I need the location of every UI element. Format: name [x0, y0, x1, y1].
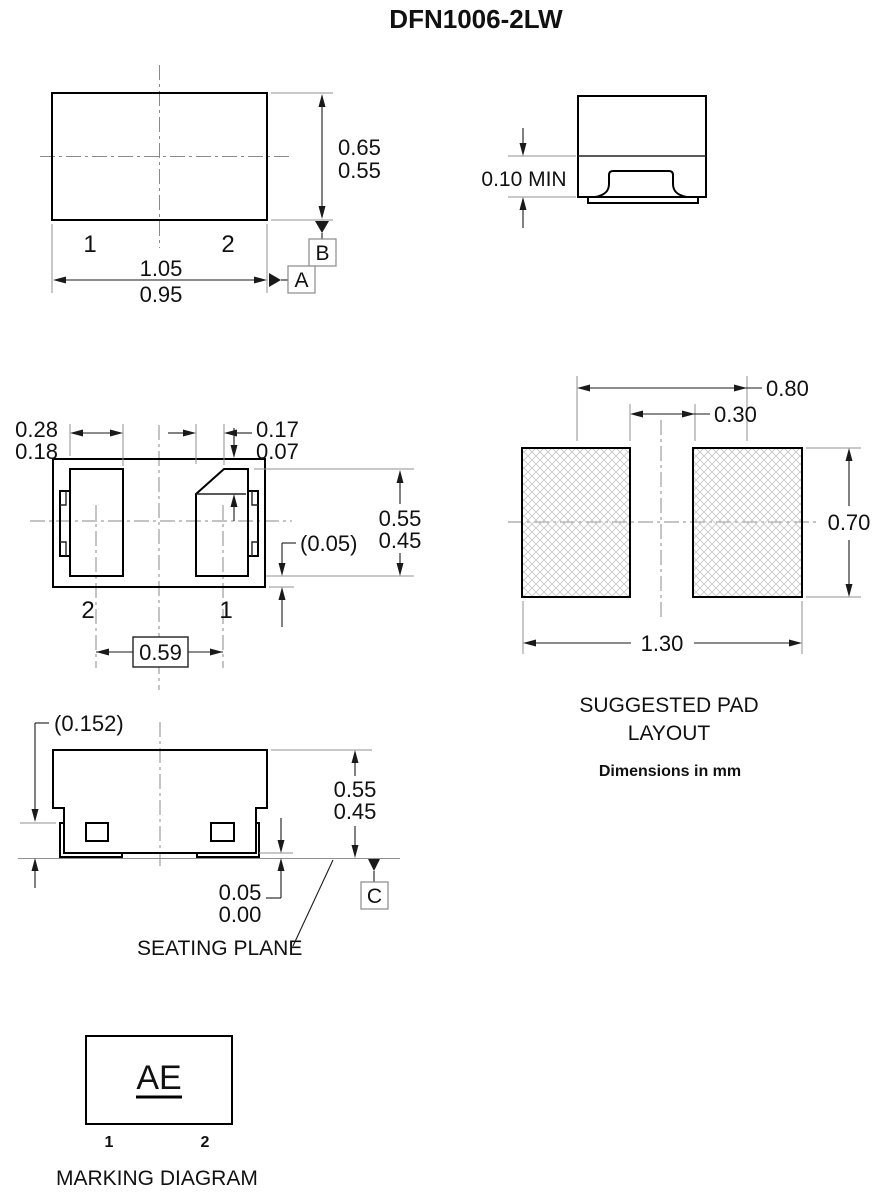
dim-chamfer-max: 0.17	[256, 417, 299, 442]
lead-right-notch	[211, 823, 234, 841]
pad-layout-title-line1: SUGGESTED PAD	[579, 694, 759, 717]
terminal-foot	[588, 197, 698, 203]
dim-pad-pitch: 0.80	[766, 376, 809, 401]
arrowhead-up	[846, 448, 853, 461]
arrowhead-right	[254, 277, 267, 284]
arrowhead-down	[397, 563, 404, 576]
datum-b-letter: B	[315, 242, 330, 265]
arrowhead-up	[397, 470, 404, 483]
pin-2-label: 2	[81, 597, 95, 624]
pin-1-label: 1	[219, 597, 233, 624]
arrowhead-up	[520, 197, 527, 210]
arrowhead-left	[630, 411, 643, 418]
arrowhead-down	[32, 809, 39, 822]
terminal-pad-2	[60, 469, 123, 576]
arrowhead-up	[352, 750, 359, 763]
datum-b-flag	[309, 221, 336, 266]
arrowhead-right	[183, 430, 196, 437]
pad-layout-title-line2: LAYOUT	[627, 722, 711, 745]
datum-triangle	[269, 273, 281, 287]
lead-left-notch	[86, 823, 108, 841]
arrowhead-up	[32, 858, 39, 871]
arrowhead-left	[523, 640, 536, 647]
terminal-profile	[595, 171, 687, 197]
arrowhead-up	[231, 494, 238, 507]
arrowhead-left	[53, 277, 66, 284]
arrowhead-left	[224, 430, 237, 437]
arrowhead-down	[231, 445, 238, 458]
datum-triangle	[368, 859, 380, 871]
dim-total-width: 1.30	[640, 631, 684, 656]
pin-1-label: 1	[83, 231, 97, 258]
arrowhead-down	[279, 563, 286, 576]
arrowhead-down	[319, 206, 326, 219]
solder-pad-right	[693, 448, 802, 597]
datum-c-letter: C	[366, 885, 383, 908]
dim-flank-ref: (0.152)	[54, 711, 124, 736]
dim-pad-length-min: 0.45	[378, 528, 422, 553]
arrowhead-left	[577, 385, 590, 392]
arrowhead-left	[70, 430, 83, 437]
leader-line	[293, 860, 333, 946]
dim-edge-gap-ref: (0.05)	[300, 531, 358, 556]
dim-body-width-min: 0.95	[139, 282, 183, 307]
dim-pad-height: 0.70	[827, 510, 871, 535]
arrowhead-down	[278, 840, 285, 853]
pad-2-flank	[60, 491, 70, 556]
dim-height-min: 0.45	[333, 799, 377, 824]
arrowhead-down	[352, 845, 359, 858]
datum-a-letter: A	[294, 269, 309, 292]
pin-1-label: 1	[104, 1134, 114, 1151]
dim-pad-width-max: 0.28	[15, 417, 58, 442]
arrowhead-right	[682, 411, 695, 418]
dim-body-width-max: 1.05	[139, 256, 183, 281]
arrowhead-left	[96, 649, 109, 656]
arrowhead-right	[210, 649, 223, 656]
solder-pad-left	[522, 448, 630, 597]
datum-a-flag	[269, 266, 315, 293]
page-title: DFN1006-2LW	[389, 4, 563, 34]
arrowhead-right	[110, 430, 123, 437]
dim-standoff-min: 0.00	[218, 902, 262, 927]
seating-plane-label: SEATING PLANE	[137, 937, 303, 960]
units-note: Dimensions in mm	[598, 763, 742, 780]
dim-pad-width-min: 0.18	[15, 439, 58, 464]
package-body-outline	[578, 96, 706, 197]
dim-pad-length-max: 0.55	[378, 506, 422, 531]
arrowhead-up	[279, 587, 286, 600]
dim-pad-pitch: 0.59	[139, 640, 182, 665]
pad-1-flank	[248, 491, 258, 556]
dim-lead-height: 0.10 MIN	[481, 168, 567, 191]
dim-body-height-min: 0.55	[338, 158, 381, 183]
pad-layout-view	[508, 376, 870, 780]
dim-pad-gap: 0.30	[714, 402, 757, 427]
terminal-pad-1	[196, 469, 258, 576]
dim-body-height-max: 0.65	[338, 135, 381, 160]
arrowhead-down	[520, 143, 527, 156]
pad-1-body	[196, 469, 248, 576]
top-view	[40, 65, 381, 307]
side-view	[481, 96, 706, 228]
dim-standoff-max: 0.05	[218, 880, 262, 905]
pin-2-label: 2	[200, 1134, 210, 1151]
marking-diagram-label: MARKING DIAGRAM	[56, 1167, 258, 1190]
marking-diagram	[56, 1036, 258, 1190]
marking-code: AE	[136, 1059, 182, 1097]
arrowhead-right	[789, 640, 802, 647]
bottom-view	[15, 417, 421, 690]
dim-height-max: 0.55	[333, 777, 377, 802]
pin-2-label: 2	[221, 231, 235, 258]
arrowhead-down	[846, 584, 853, 597]
seating-plane-view	[18, 711, 400, 960]
arrowhead-up	[278, 858, 285, 871]
arrowhead-up	[319, 94, 326, 107]
dim-chamfer-min: 0.07	[256, 439, 299, 464]
arrowhead-right	[734, 385, 747, 392]
datum-c-flag	[361, 859, 388, 909]
datum-triangle	[315, 221, 329, 233]
